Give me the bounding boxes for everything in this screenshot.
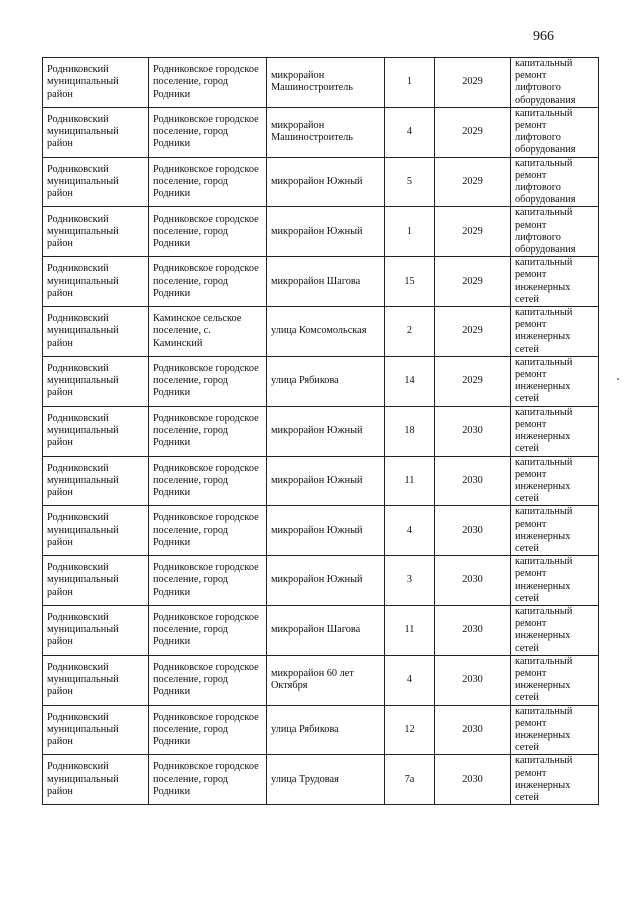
work-type-cell: капитальный ремонт лифтового оборудования: [511, 207, 599, 257]
table-row: [43, 356, 599, 406]
year-cell: 2030: [435, 755, 511, 805]
street-cell: улица Комсомольская: [267, 307, 385, 357]
district-cell: Родниковский муниципальный район: [43, 207, 149, 257]
table-row: [43, 157, 599, 207]
table-row: [43, 506, 599, 556]
table-row: [43, 655, 599, 705]
settlement-cell: Родниковское городское поселение, город Родники: [149, 356, 267, 406]
street-cell: микрорайон Южный: [267, 556, 385, 606]
table-row: [43, 257, 599, 307]
house-number-cell: 1: [385, 207, 435, 257]
work-type-cell: капитальный ремонт лифтового оборудования: [511, 58, 599, 108]
work-type-cell: капитальный ремонт инженерных сетей: [511, 705, 599, 755]
house-number-cell: 7а: [385, 755, 435, 805]
district-cell: Родниковский муниципальный район: [43, 157, 149, 207]
settlement-cell: Родниковское городское поселение, город Родники: [149, 506, 267, 556]
district-cell: Родниковский муниципальный район: [43, 107, 149, 157]
street-cell: микрорайон Шагова: [267, 605, 385, 655]
settlement-cell: Каминское сельское поселение, с. Каминский: [149, 307, 267, 357]
table-row: [43, 556, 599, 606]
street-cell: улица Рябикова: [267, 705, 385, 755]
district-cell: Родниковский муниципальный район: [43, 605, 149, 655]
district-cell: Родниковский муниципальный район: [43, 406, 149, 456]
house-number-cell: 5: [385, 157, 435, 207]
work-type-cell: капитальный ремонт инженерных сетей: [511, 307, 599, 357]
settlement-cell: Родниковское городское поселение, город Родники: [149, 556, 267, 606]
table-row: [43, 307, 599, 357]
year-cell: 2030: [435, 506, 511, 556]
street-cell: микрорайон Южный: [267, 406, 385, 456]
year-cell: 2030: [435, 556, 511, 606]
table-row: [43, 406, 599, 456]
settlement-cell: Родниковское городское поселение, город Родники: [149, 207, 267, 257]
house-number-cell: 1: [385, 58, 435, 108]
district-cell: Родниковский муниципальный район: [43, 506, 149, 556]
street-cell: улица Рябикова: [267, 356, 385, 406]
settlement-cell: Родниковское городское поселение, город Родники: [149, 58, 267, 108]
house-number-cell: 2: [385, 307, 435, 357]
work-type-cell: капитальный ремонт лифтового оборудования: [511, 157, 599, 207]
year-cell: 2029: [435, 307, 511, 357]
district-cell: Родниковский муниципальный район: [43, 556, 149, 606]
work-type-cell: капитальный ремонт лифтового оборудования: [511, 107, 599, 157]
year-cell: 2029: [435, 157, 511, 207]
repair-schedule-table: [42, 57, 599, 805]
work-type-cell: капитальный ремонт инженерных сетей: [511, 456, 599, 506]
work-type-cell: капитальный ремонт инженерных сетей: [511, 655, 599, 705]
settlement-cell: Родниковское городское поселение, город Родники: [149, 755, 267, 805]
table-row: [43, 107, 599, 157]
street-cell: микрорайон Южный: [267, 506, 385, 556]
settlement-cell: Родниковское городское поселение, город Родники: [149, 157, 267, 207]
year-cell: 2030: [435, 705, 511, 755]
district-cell: Родниковский муниципальный район: [43, 307, 149, 357]
year-cell: 2029: [435, 207, 511, 257]
street-cell: микрорайон Южный: [267, 157, 385, 207]
year-cell: 2029: [435, 257, 511, 307]
house-number-cell: 4: [385, 655, 435, 705]
settlement-cell: Родниковское городское поселение, город Родники: [149, 655, 267, 705]
table-row: [43, 605, 599, 655]
house-number-cell: 11: [385, 456, 435, 506]
table-row: [43, 705, 599, 755]
street-cell: микрорайон 60 лет Октября: [267, 655, 385, 705]
year-cell: 2030: [435, 655, 511, 705]
work-type-cell: капитальный ремонт инженерных сетей: [511, 506, 599, 556]
house-number-cell: 14: [385, 356, 435, 406]
house-number-cell: 12: [385, 705, 435, 755]
work-type-cell: капитальный ремонт инженерных сетей: [511, 257, 599, 307]
year-cell: 2030: [435, 406, 511, 456]
street-cell: микрорайон Машиностроитель: [267, 58, 385, 108]
settlement-cell: Родниковское городское поселение, город Родники: [149, 406, 267, 456]
table-row: [43, 456, 599, 506]
work-type-cell: капитальный ремонт инженерных сетей: [511, 356, 599, 406]
house-number-cell: 15: [385, 257, 435, 307]
settlement-cell: Родниковское городское поселение, город Родники: [149, 107, 267, 157]
table-row: [43, 755, 599, 805]
district-cell: Родниковский муниципальный район: [43, 755, 149, 805]
district-cell: Родниковский муниципальный район: [43, 655, 149, 705]
house-number-cell: 4: [385, 107, 435, 157]
district-cell: Родниковский муниципальный район: [43, 456, 149, 506]
district-cell: Родниковский муниципальный район: [43, 356, 149, 406]
street-cell: микрорайон Машиностроитель: [267, 107, 385, 157]
table-row: [43, 58, 599, 108]
street-cell: улица Трудовая: [267, 755, 385, 805]
settlement-cell: Родниковское городское поселение, город Родники: [149, 257, 267, 307]
table-row: [43, 207, 599, 257]
work-type-cell: капитальный ремонт инженерных сетей: [511, 755, 599, 805]
house-number-cell: 3: [385, 556, 435, 606]
scan-speck: [617, 378, 619, 380]
settlement-cell: Родниковское городское поселение, город Родники: [149, 705, 267, 755]
street-cell: микрорайон Шагова: [267, 257, 385, 307]
work-type-cell: капитальный ремонт инженерных сетей: [511, 556, 599, 606]
street-cell: микрорайон Южный: [267, 456, 385, 506]
work-type-cell: капитальный ремонт инженерных сетей: [511, 406, 599, 456]
year-cell: 2030: [435, 605, 511, 655]
house-number-cell: 11: [385, 605, 435, 655]
year-cell: 2029: [435, 107, 511, 157]
district-cell: Родниковский муниципальный район: [43, 705, 149, 755]
district-cell: Родниковский муниципальный район: [43, 58, 149, 108]
settlement-cell: Родниковское городское поселение, город Родники: [149, 456, 267, 506]
house-number-cell: 18: [385, 406, 435, 456]
year-cell: 2029: [435, 58, 511, 108]
year-cell: 2030: [435, 456, 511, 506]
settlement-cell: Родниковское городское поселение, город Родники: [149, 605, 267, 655]
year-cell: 2029: [435, 356, 511, 406]
district-cell: Родниковский муниципальный район: [43, 257, 149, 307]
street-cell: микрорайон Южный: [267, 207, 385, 257]
work-type-cell: капитальный ремонт инженерных сетей: [511, 605, 599, 655]
page-number: 966: [533, 29, 554, 44]
house-number-cell: 4: [385, 506, 435, 556]
